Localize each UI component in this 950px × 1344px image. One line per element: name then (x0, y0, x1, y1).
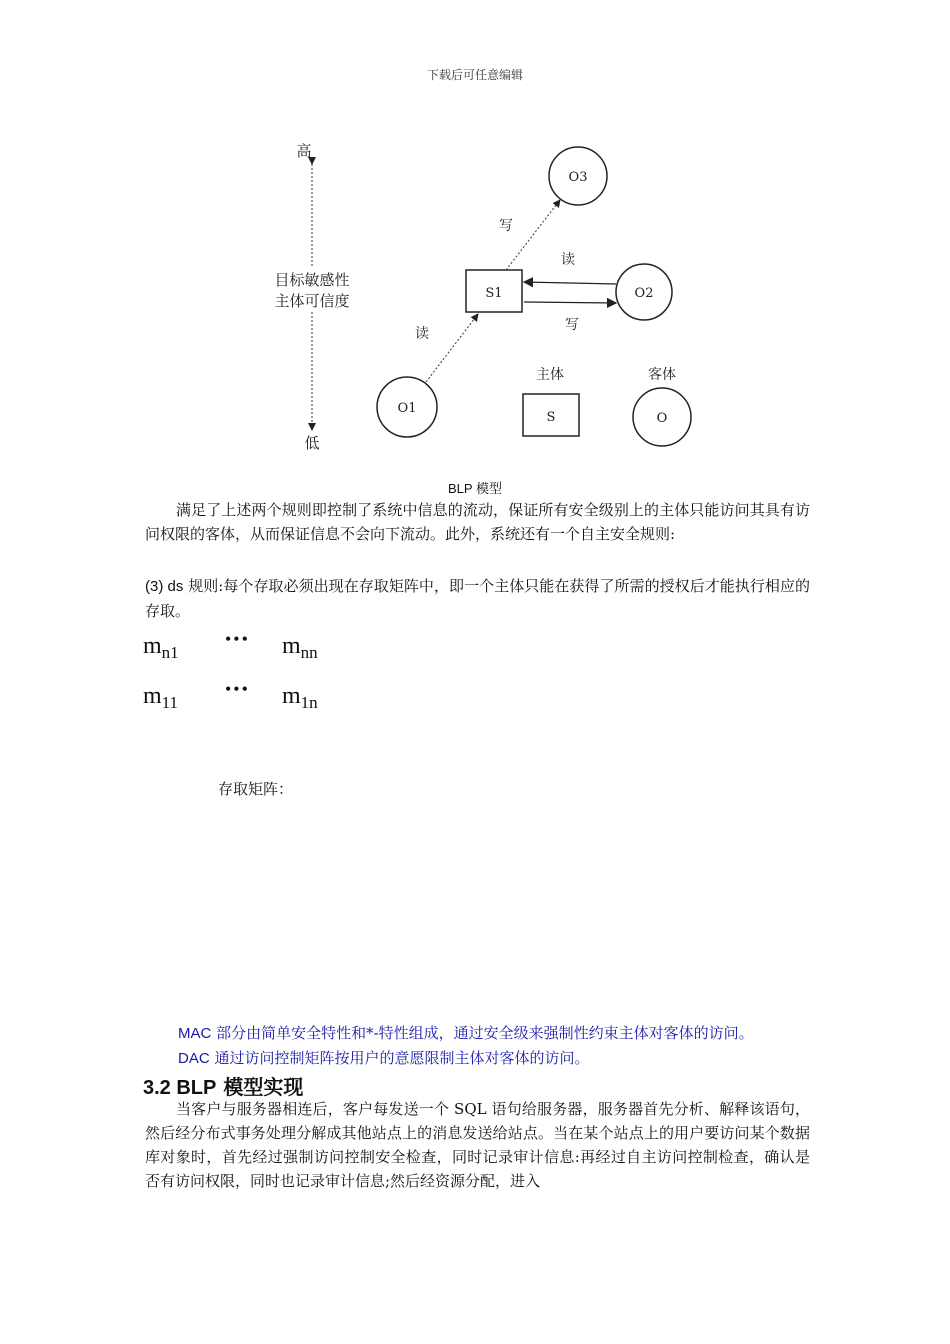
mac-description (178, 1022, 754, 1043)
ds-rule-text: 规则:每个存取必须出现在存取矩阵中，即一个主体只能在获得了所需的授权后才能执行相应的存取。 (145, 577, 811, 620)
legend-object-label: 客体 (648, 367, 676, 383)
dac-prefix: DAC (178, 1050, 210, 1067)
node-o3-label: O3 (568, 170, 588, 185)
matrix-ellipsis: ••• (225, 679, 250, 699)
dac-text: 通过访问控制矩阵按用户的意愿限制主体对客体的访问。 (209, 1049, 590, 1067)
legend-object-symbol: O (656, 411, 668, 426)
paragraph-implementation: 当客户与服务器相连后，客户每发送一个 SQL 语句给服务器，服务器首先分析、解释该语句，然后经分布式事务处理分解成其他站点上的消息发送给站点。当在某个站点上的用户要访问某个数据库对象时，首先经过强制访问控制安全检查，同时记录审计信息:再经过自主访问控制检查，确认是否有访问权限，同时也记录审计信息;然后经资源分配，进入 (145, 1100, 810, 1190)
axis-label-line2: 主体可信度 (274, 292, 350, 310)
axis-bottom-label: 低 (304, 434, 320, 452)
section-number: 3.2 BLP (143, 1077, 217, 1099)
section-heading (143, 1071, 303, 1100)
edge-o2-read-s1 (524, 282, 616, 284)
edge-write-o2-label: 写 (565, 317, 579, 333)
edge-write-o3-label: 写 (499, 218, 513, 234)
blp-model-diagram (250, 130, 710, 465)
node-o2-label: O2 (634, 286, 654, 301)
legend-subject-symbol: S (546, 410, 556, 425)
paragraph-ds-rule (145, 574, 810, 623)
mac-text: 部分由简单安全特性和*-特性组成，通过安全级来强制性约束主体对客体的访问。 (211, 1024, 754, 1042)
matrix-cell-m1n: $m_{1n}$ (282, 683, 318, 712)
matrix-ellipsis: ••• (225, 629, 250, 649)
ds-rule-prefix: (3) ds (145, 578, 184, 595)
edge-read-o2-label: 读 (561, 252, 575, 268)
edge-o1-read-s1 (426, 314, 478, 382)
section-title: 模型实现 (216, 1075, 304, 1099)
legend-subject-label: 主体 (536, 367, 564, 383)
mac-prefix: MAC (178, 1025, 212, 1042)
node-s1-label: S1 (485, 286, 503, 301)
matrix-cell-m11: $m_{11}$ (143, 683, 179, 712)
page-header: 下载后可任意编辑 (426, 68, 523, 82)
edge-s1-write-o3 (506, 200, 560, 270)
axis-top-label: 高 (296, 142, 312, 160)
matrix-cell-mn1: $m_{n1}$ (143, 633, 179, 662)
paragraph-rules: 满足了上述两个规则即控制了系统中信息的流动，保证所有安全级别上的主体只能访问其具有访问权限的客体，从而保证信息不会向下流动。此外，系统还有一个自主安全规则: (145, 501, 810, 543)
dac-description (178, 1047, 589, 1068)
edge-s1-write-o2 (524, 302, 616, 303)
figure-caption: BLP 模型 (448, 481, 502, 496)
matrix-label: 存取矩阵： (218, 780, 294, 798)
edge-read-o1-label: 读 (415, 326, 429, 342)
axis-label-line1: 目标敏感性 (274, 271, 350, 289)
node-o1-label: O1 (397, 401, 417, 416)
matrix-cell-mnn: $m_{nn}$ (282, 633, 318, 662)
